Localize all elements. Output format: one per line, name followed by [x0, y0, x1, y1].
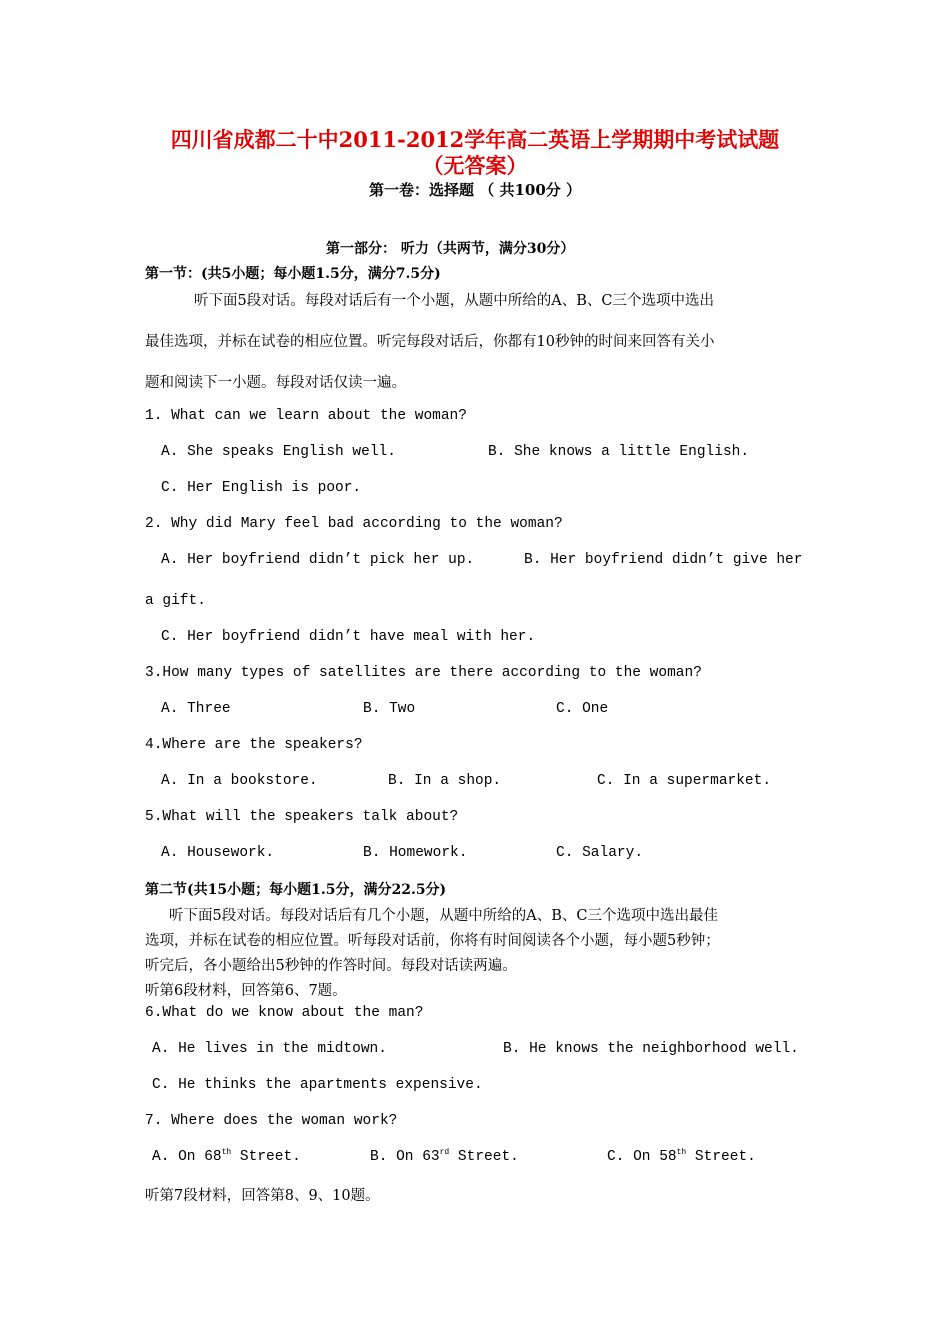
option-c: C. In a supermarket. [597, 773, 772, 789]
section-1-instruction-line: 听下面5段对话。每段对话后有一个小题，从题中所给的A、B、C三个选项中选出 [194, 293, 714, 309]
option-b: B. Homework. [363, 845, 468, 861]
option-a: A. On 68th Street. [152, 1148, 301, 1165]
option-c: C. He thinks the apartments expensive. [152, 1077, 483, 1093]
option-c: C. Salary. [556, 845, 644, 861]
material-7-note: 听第7段材料，回答第8、9、10题。 [145, 1188, 380, 1204]
option-a: A. Three [161, 701, 231, 717]
option-b: B. She knows a little English. [488, 444, 750, 460]
option-a: A. Housework. [161, 845, 275, 861]
question-5: 5.What will the speakers talk about? [145, 809, 459, 825]
option-b: B. He knows the neighborhood well. [503, 1041, 799, 1057]
option-c: C. On 58th Street. [607, 1148, 756, 1165]
option-b-continued: a gift. [145, 593, 206, 609]
material-6-note: 听第6段材料，回答第6、7题。 [145, 983, 347, 999]
question-4: 4.Where are the speakers? [145, 737, 363, 753]
question-2: 2. Why did Mary feel bad according to the woman? [145, 516, 563, 532]
section-2-instruction-line: 听完后，各小题给出5秒钟的作答时间。每段对话读两遍。 [145, 958, 517, 974]
option-b: B. Two [363, 701, 416, 717]
option-a: A. Her boyfriend didn’t pick her up. [161, 552, 475, 568]
section-2-instruction-line: 听下面5段对话。每段对话后有几个小题，从题中所给的A、B、C三个选项中选出最佳 [169, 908, 718, 924]
option-b: B. On 63rd Street. [370, 1148, 519, 1165]
question-7: 7. Where does the woman work? [145, 1113, 398, 1129]
title-line-1: 四川省成都二十中2011-2012学年高二英语上学期期中考试试题 [170, 127, 780, 152]
option-b: B. Her boyfriend didn’t give her [524, 552, 803, 568]
question-1: 1. What can we learn about the woman? [145, 408, 467, 424]
section-2-heading: 第二节(共15小题；每小题1.5分，满分22.5分) [145, 882, 447, 898]
section-1-instruction-line: 最佳选项，并标在试卷的相应位置。听完每段对话后，你都有10秒钟的时间来回答有关小 [145, 334, 715, 350]
section-1-heading: 第一节：(共5小题；每小题1.5分，满分7.5分) [145, 266, 441, 282]
question-6: 6.What do we know about the man? [145, 1005, 424, 1021]
option-c: C. Her boyfriend didn’t have meal with her. [161, 629, 536, 645]
section-1-instruction-line: 题和阅读下一小题。每段对话仅读一遍。 [145, 375, 406, 391]
volume-heading: 第一卷：选择题 （ 共100分 ） [369, 181, 581, 199]
option-a: A. She speaks English well. [161, 444, 396, 460]
part-heading: 第一部分： 听力（共两节，满分30分） [326, 241, 575, 257]
title-line-2: （无答案） [422, 153, 528, 178]
option-c: C. One [556, 701, 609, 717]
option-a: A. He lives in the midtown. [152, 1041, 387, 1057]
option-c: C. Her English is poor. [161, 480, 362, 496]
question-3: 3.How many types of satellites are there according to the woman? [145, 665, 702, 681]
option-a: A. In a bookstore. [161, 773, 318, 789]
option-b: B. In a shop. [388, 773, 502, 789]
section-2-instruction-line: 选项，并标在试卷的相应位置。听每段对话前，你将有时间阅读各个小题，每小题5秒钟； [145, 933, 720, 949]
